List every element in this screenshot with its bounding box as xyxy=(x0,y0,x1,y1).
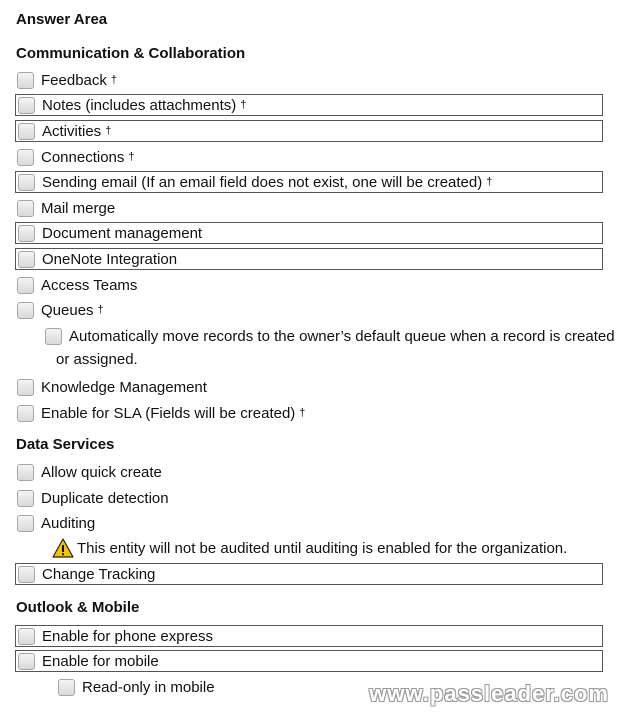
auditing-label: Auditing xyxy=(41,514,96,532)
access-teams-checkbox[interactable] xyxy=(17,277,34,294)
dagger-icon: † xyxy=(97,304,104,316)
quick-create-row[interactable] xyxy=(15,461,603,483)
document-management-label: Document management xyxy=(42,224,203,242)
section-heading-communication: Communication & Collaboration xyxy=(16,45,246,62)
knowledge-row[interactable] xyxy=(15,376,603,398)
mobile-label: Enable for mobile xyxy=(42,652,159,670)
mobile-checkbox[interactable] xyxy=(18,653,35,670)
change-tracking-checkbox[interactable] xyxy=(18,566,35,583)
dagger-icon: † xyxy=(128,151,135,163)
mail-merge-label: Mail merge xyxy=(41,199,116,217)
quick-create-label: Allow quick create xyxy=(41,463,162,481)
auditing-checkbox[interactable] xyxy=(17,515,34,532)
change-tracking-row[interactable] xyxy=(15,563,603,585)
knowledge-label: Knowledge Management xyxy=(41,378,207,396)
warning-icon xyxy=(52,538,74,558)
auto-move-label: Automatically move records to the owner’s default queue when a record is created xyxy=(69,327,615,345)
onenote-row[interactable] xyxy=(15,248,603,270)
notes-checkbox[interactable] xyxy=(18,97,35,114)
mail-merge-checkbox[interactable] xyxy=(17,200,34,217)
sla-label: Enable for SLA (Fields will be created) xyxy=(41,404,296,422)
activities-label: Activities xyxy=(42,122,102,140)
auditing-row[interactable] xyxy=(15,512,603,534)
readonly-mobile-checkbox[interactable] xyxy=(58,679,75,696)
quick-create-checkbox[interactable] xyxy=(17,464,34,481)
dagger-icon: † xyxy=(110,74,117,86)
duplicate-detection-checkbox[interactable] xyxy=(17,490,34,507)
sla-row[interactable] xyxy=(15,402,603,424)
feedback-label: Feedback xyxy=(41,71,107,89)
readonly-mobile-label: Read-only in mobile xyxy=(82,678,215,696)
auto-move-label-continued: or assigned. xyxy=(56,351,138,368)
queues-row[interactable] xyxy=(15,299,603,321)
phone-express-row[interactable] xyxy=(15,625,603,647)
connections-checkbox[interactable] xyxy=(17,149,34,166)
document-management-checkbox[interactable] xyxy=(18,225,35,242)
dagger-icon: † xyxy=(105,125,112,137)
onenote-label: OneNote Integration xyxy=(42,250,178,268)
dagger-icon: † xyxy=(240,99,247,111)
activities-row[interactable] xyxy=(15,120,603,142)
dagger-icon: † xyxy=(486,176,493,188)
auditing-warning xyxy=(52,538,567,558)
sending-email-row[interactable] xyxy=(15,171,603,193)
onenote-checkbox[interactable] xyxy=(18,251,35,268)
section-heading-data-services: Data Services xyxy=(16,436,115,453)
document-management-row[interactable] xyxy=(15,222,603,244)
duplicate-detection-label: Duplicate detection xyxy=(41,489,169,507)
mobile-row[interactable] xyxy=(15,650,603,672)
feedback-row[interactable] xyxy=(15,69,603,91)
dagger-icon: † xyxy=(299,407,306,419)
phone-express-checkbox[interactable] xyxy=(18,628,35,645)
connections-label: Connections xyxy=(41,148,125,166)
auditing-warning-text: This entity will not be audited until auditing is enabled for the organization. xyxy=(77,539,568,557)
notes-label: Notes (includes attachments) xyxy=(42,96,237,114)
queues-checkbox[interactable] xyxy=(17,302,34,319)
watermark: www.passleader.com xyxy=(369,681,609,706)
queues-label: Queues xyxy=(41,301,94,319)
connections-row[interactable] xyxy=(15,146,603,168)
section-heading-outlook-mobile: Outlook & Mobile xyxy=(16,599,140,616)
knowledge-checkbox[interactable] xyxy=(17,379,34,396)
sla-checkbox[interactable] xyxy=(17,405,34,422)
phone-express-label: Enable for phone express xyxy=(42,627,213,645)
access-teams-row[interactable] xyxy=(15,274,603,296)
notes-row[interactable] xyxy=(15,94,603,116)
answer-area-title: Answer Area xyxy=(16,11,108,28)
sending-email-checkbox[interactable] xyxy=(18,174,35,191)
duplicate-detection-row[interactable] xyxy=(15,487,603,509)
feedback-checkbox[interactable] xyxy=(17,72,34,89)
auto-move-row[interactable] xyxy=(43,325,615,347)
mail-merge-row[interactable] xyxy=(15,197,603,219)
access-teams-label: Access Teams xyxy=(41,276,138,294)
sending-email-label: Sending email (If an email field does not exist, one will be created) xyxy=(42,173,483,191)
activities-checkbox[interactable] xyxy=(18,123,35,140)
change-tracking-label: Change Tracking xyxy=(42,565,156,583)
auto-move-checkbox[interactable] xyxy=(45,328,62,345)
